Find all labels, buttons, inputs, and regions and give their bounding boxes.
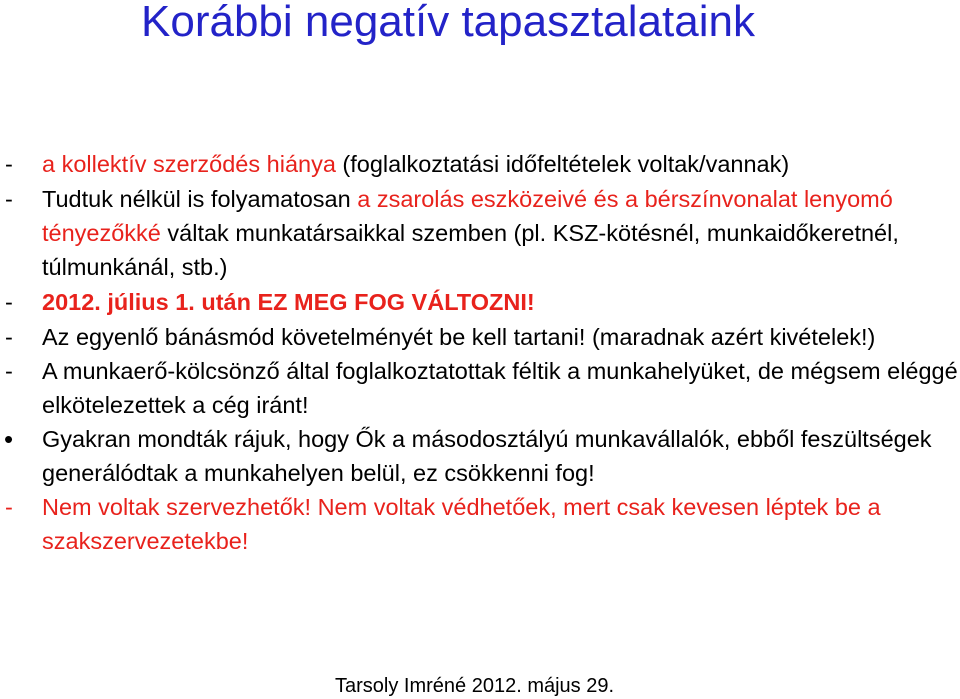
dash-marker: - — [5, 324, 13, 350]
list-item — [0, 182, 960, 284]
list-item — [0, 490, 960, 558]
list-item — [0, 146, 960, 182]
item-text: Az egyenlő bánásmód követelményét be kell tartani! (maradnak azért kivételek!) — [42, 324, 876, 350]
bullet-list — [0, 146, 960, 558]
item-text: Gyakran mondták rájuk, hogy Ők a másodosztályú munkavállalók, ebből feszültségek generálódtak a munkahelyen belül, ez csökkenni fog! — [42, 426, 932, 486]
bullet-marker: • — [4, 424, 14, 454]
dash-marker: - — [5, 494, 13, 520]
item-highlight: a zsarolás eszközeivé és a bérszínvonalat lenyomó tényezőkké — [42, 186, 893, 246]
list-item — [0, 422, 960, 490]
item-text: A munkaerő-kölcsönző által foglalkoztatottak féltik a munkahelyüket, de mégsem eléggé elkötelezettek a cég iránt! — [42, 358, 958, 418]
item-highlight: a kollektív szerződés hiánya — [42, 151, 336, 177]
dash-marker: - — [5, 151, 13, 177]
item-text: Tudtuk nélkül is folyamatosan — [42, 186, 358, 212]
slide-title: Korábbi negatív tapasztalataink — [141, 0, 755, 46]
footer-author-date: Tarsoly Imréné 2012. május 29. — [335, 675, 615, 697]
item-highlight: Nem voltak szervezhetők! Nem voltak védhetőek, mert csak kevesen léptek be a szakszervezetekbe! — [42, 494, 881, 554]
list-item — [0, 284, 960, 320]
dash-marker: - — [5, 186, 13, 212]
list-item — [0, 320, 960, 354]
item-highlight: 2012. július 1. után EZ MEG FOG VÁLTOZNI! — [42, 289, 535, 315]
item-text: (foglalkoztatási időfeltételek voltak/vannak) — [335, 151, 790, 177]
dash-marker: - — [5, 358, 13, 384]
list-item — [0, 354, 960, 422]
dash-marker: - — [5, 289, 13, 315]
item-text: váltak munkatársaikkal szemben (pl. KSZ-kötésnél, munkaidőkeretnél, túlmunkánál, stb.) — [42, 220, 899, 280]
